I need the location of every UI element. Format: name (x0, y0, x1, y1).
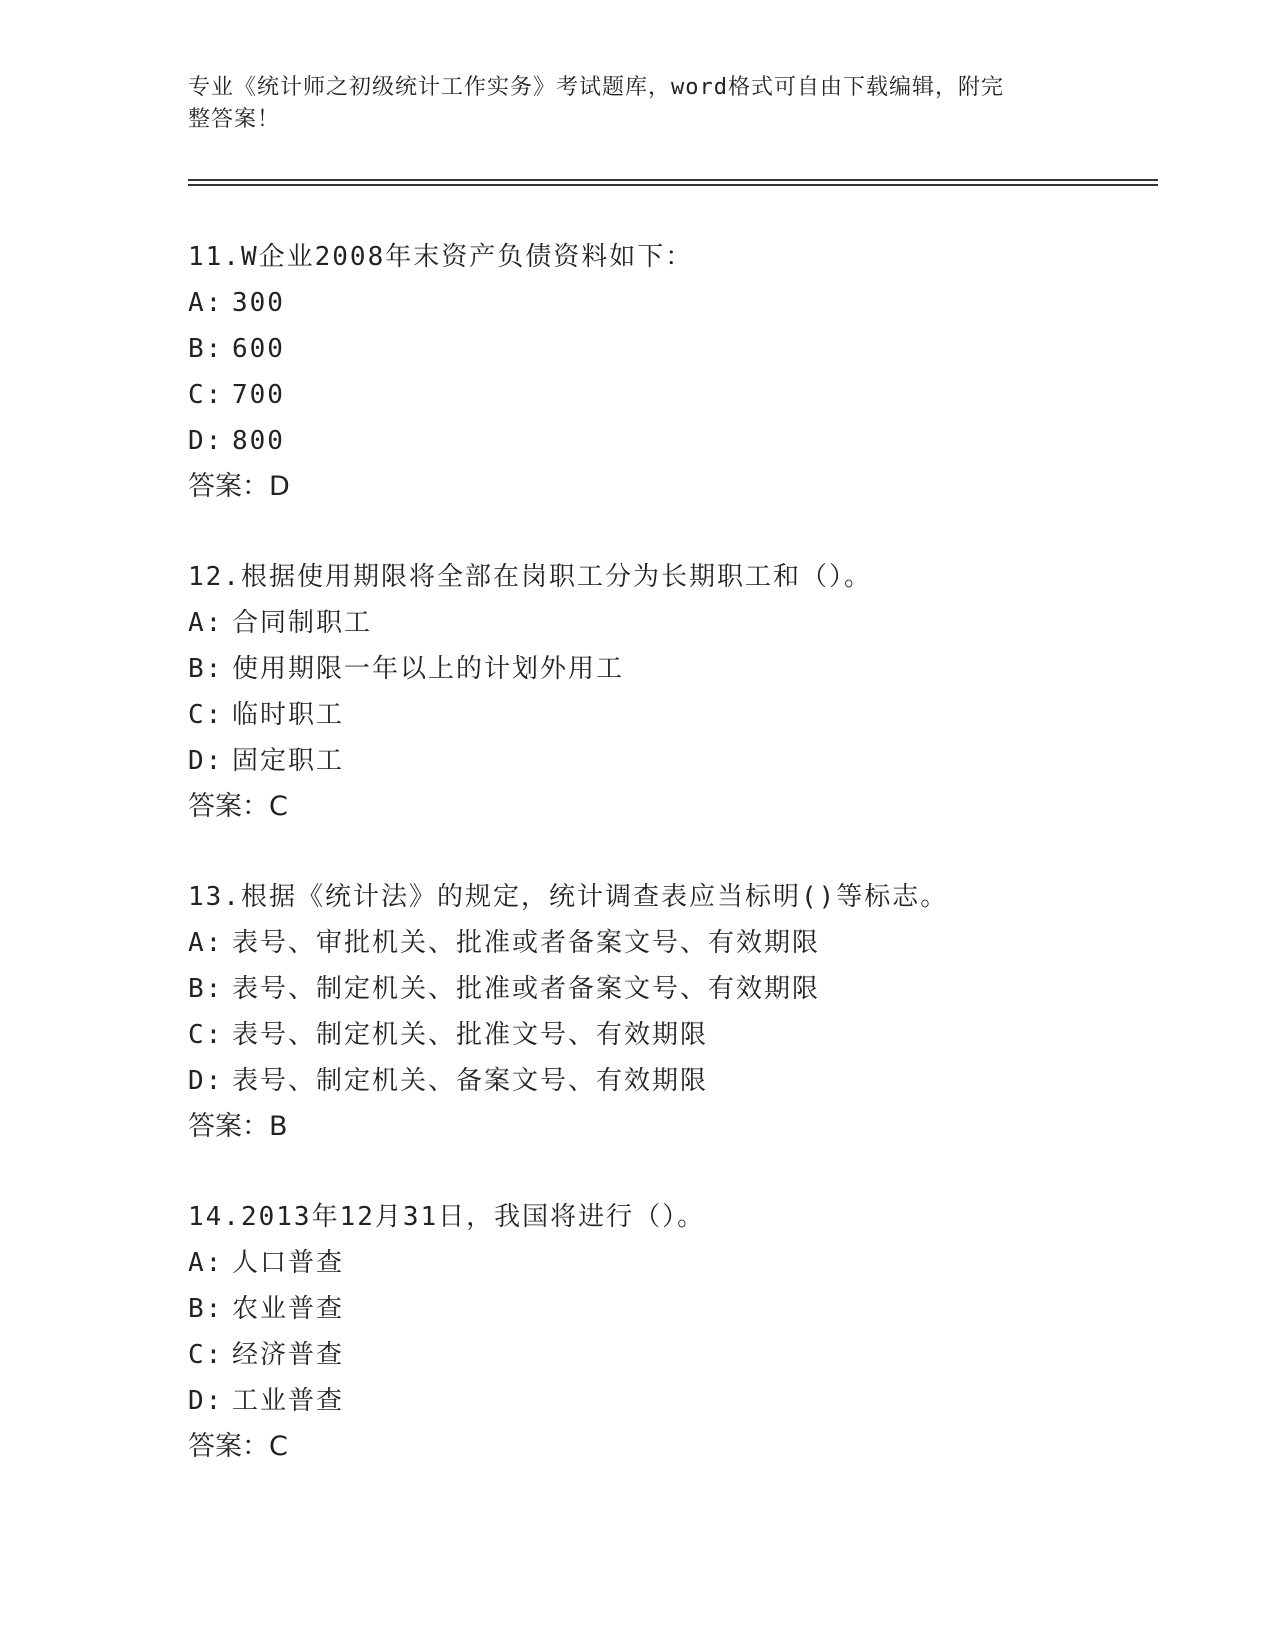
document-header (188, 72, 1088, 136)
option-key: D: (188, 1386, 224, 1416)
option-key: C: (188, 1020, 224, 1050)
option-c (188, 372, 1188, 418)
option-d (188, 418, 1188, 464)
question-stem: 14.2013年12月31日，我国将进行（）。 (188, 1202, 706, 1232)
option-key: C: (188, 700, 224, 730)
option-b (188, 646, 1188, 692)
header-divider-top (188, 179, 1158, 181)
option-b (188, 326, 1188, 372)
option-text: 700 (232, 380, 285, 410)
option-key: A: (188, 288, 224, 318)
question-stem: 13.根据《统计法》的规定，统计调查表应当标明()等标志。 (188, 882, 949, 912)
option-key: C: (188, 1340, 224, 1370)
answer-line: 答案：C (188, 791, 288, 822)
option-text: 农业普查 (232, 1294, 345, 1324)
answer-line: 答案：D (188, 471, 290, 502)
option-a (188, 1240, 1188, 1286)
answer-line: 答案：C (188, 1431, 288, 1462)
option-key: C: (188, 380, 224, 410)
option-d (188, 738, 1188, 784)
header-line-2: 整答案！ (188, 107, 281, 132)
option-key: B: (188, 1294, 224, 1324)
option-text: 使用期限一年以上的计划外用工 (232, 654, 625, 684)
option-a (188, 280, 1188, 326)
option-key: A: (188, 1248, 224, 1278)
option-key: D: (188, 1066, 224, 1096)
option-key: D: (188, 426, 224, 456)
option-b (188, 1286, 1188, 1332)
option-d (188, 1378, 1188, 1424)
option-text: 表号、制定机关、批准文号、有效期限 (232, 1020, 709, 1050)
option-text: 人口普查 (232, 1248, 345, 1278)
option-key: A: (188, 928, 224, 958)
option-b (188, 966, 1188, 1012)
question-11 (188, 234, 1188, 510)
question-14 (188, 1194, 1188, 1470)
option-text: 表号、审批机关、批准或者备案文号、有效期限 (232, 928, 821, 958)
option-d (188, 1058, 1188, 1104)
option-text: 工业普查 (232, 1386, 345, 1416)
header-divider-bottom (188, 184, 1158, 186)
option-text: 临时职工 (232, 700, 345, 730)
option-text: 合同制职工 (232, 608, 373, 638)
option-text: 固定职工 (232, 746, 345, 776)
option-a (188, 920, 1188, 966)
option-c (188, 1332, 1188, 1378)
question-12 (188, 554, 1188, 830)
option-text: 600 (232, 334, 285, 364)
option-text: 表号、制定机关、备案文号、有效期限 (232, 1066, 709, 1096)
option-a (188, 600, 1188, 646)
question-stem: 11.W企业2008年末资产负债资料如下： (188, 242, 694, 272)
question-13 (188, 874, 1188, 1150)
option-c (188, 1012, 1188, 1058)
option-key: B: (188, 654, 224, 684)
option-key: D: (188, 746, 224, 776)
answer-line: 答案：B (188, 1111, 288, 1142)
option-key: A: (188, 608, 224, 638)
option-text: 300 (232, 288, 285, 318)
option-text: 800 (232, 426, 285, 456)
option-text: 经济普查 (232, 1340, 345, 1370)
option-c (188, 692, 1188, 738)
option-key: B: (188, 974, 224, 1004)
question-stem: 12.根据使用期限将全部在岗职工分为长期职工和（）。 (188, 562, 872, 592)
option-text: 表号、制定机关、批准或者备案文号、有效期限 (232, 974, 821, 1004)
option-key: B: (188, 334, 224, 364)
header-line-1: 专业《统计师之初级统计工作实务》考试题库，word格式可自由下载编辑，附完 (188, 75, 1004, 100)
